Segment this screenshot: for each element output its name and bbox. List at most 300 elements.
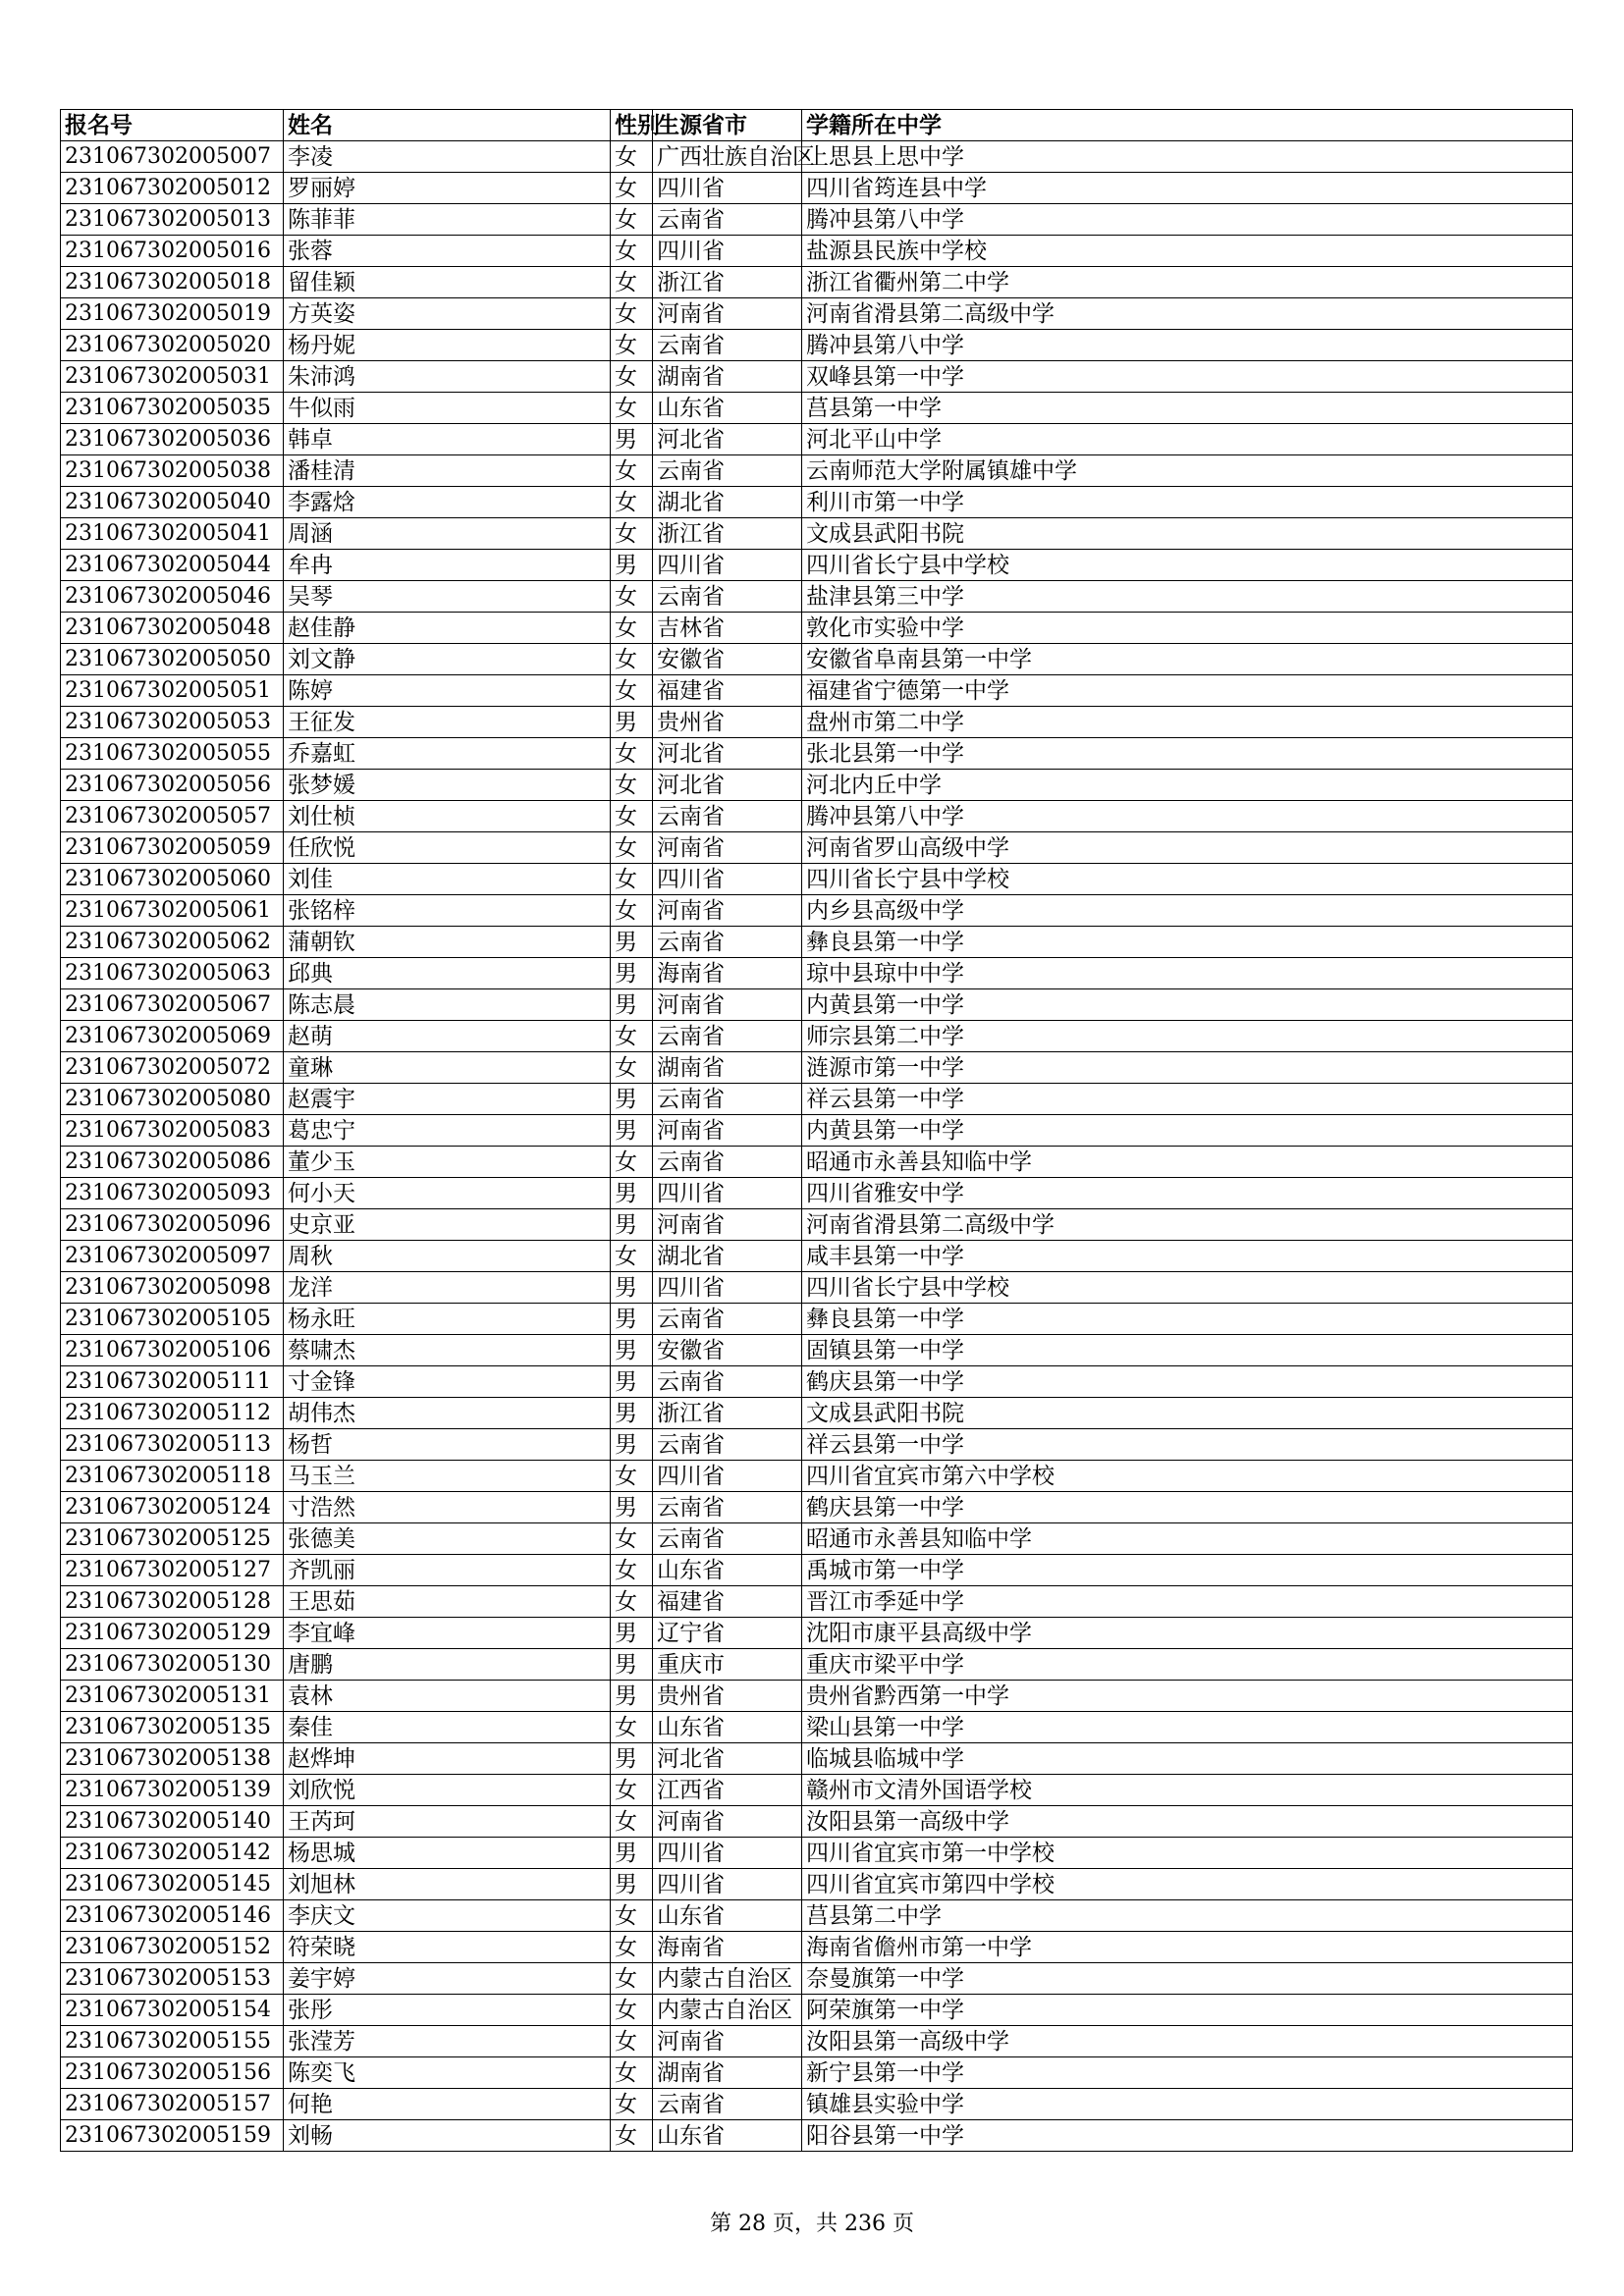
header-registration-number: 报名号 <box>61 110 284 141</box>
name-cell: 杨丹妮 <box>284 330 611 361</box>
province-cell: 云南省 <box>653 1429 802 1461</box>
registration-number-cell: 231067302005135 <box>61 1712 284 1743</box>
province-cell: 山东省 <box>653 1555 802 1586</box>
school-cell: 内黄县第一中学 <box>802 989 1573 1021</box>
table-row <box>61 1021 1573 1052</box>
table-row <box>61 613 1573 644</box>
province-cell: 四川省 <box>653 236 802 267</box>
registration-number-cell: 231067302005072 <box>61 1052 284 1084</box>
gender-cell: 女 <box>611 141 653 173</box>
registration-number-cell: 231067302005093 <box>61 1178 284 1209</box>
name-cell: 袁林 <box>284 1681 611 1712</box>
name-cell: 刘仕桢 <box>284 801 611 832</box>
province-cell: 广西壮族自治区 <box>653 141 802 173</box>
province-cell: 云南省 <box>653 1021 802 1052</box>
school-cell: 汝阳县第一高级中学 <box>802 1806 1573 1838</box>
table-row <box>61 2057 1573 2089</box>
table-row <box>61 1429 1573 1461</box>
registration-number-cell: 231067302005156 <box>61 2057 284 2089</box>
province-cell: 云南省 <box>653 455 802 487</box>
gender-cell: 男 <box>611 550 653 581</box>
province-cell: 湖北省 <box>653 1241 802 1272</box>
table-row <box>61 267 1573 298</box>
gender-cell: 男 <box>611 1649 653 1681</box>
province-cell: 河南省 <box>653 298 802 330</box>
registration-number-cell: 231067302005105 <box>61 1304 284 1335</box>
name-cell: 史京亚 <box>284 1209 611 1241</box>
gender-cell: 女 <box>611 393 653 424</box>
admission-list-table <box>60 109 1573 2152</box>
gender-cell: 男 <box>611 1681 653 1712</box>
registration-number-cell: 231067302005124 <box>61 1492 284 1523</box>
gender-cell: 男 <box>611 1743 653 1775</box>
gender-cell: 女 <box>611 2089 653 2120</box>
gender-cell: 女 <box>611 770 653 801</box>
school-cell: 盘州市第二中学 <box>802 707 1573 738</box>
registration-number-cell: 231067302005048 <box>61 613 284 644</box>
table-row <box>61 1618 1573 1649</box>
province-cell: 山东省 <box>653 1900 802 1932</box>
school-cell: 河北平山中学 <box>802 424 1573 455</box>
province-cell: 安徽省 <box>653 644 802 675</box>
table-row <box>61 864 1573 895</box>
province-cell: 四川省 <box>653 1869 802 1900</box>
name-cell: 张滢芳 <box>284 2026 611 2057</box>
school-cell: 贵州省黔西第一中学 <box>802 1681 1573 1712</box>
province-cell: 山东省 <box>653 1712 802 1743</box>
gender-cell: 女 <box>611 613 653 644</box>
table-row <box>61 1461 1573 1492</box>
gender-cell: 女 <box>611 895 653 927</box>
gender-cell: 女 <box>611 1461 653 1492</box>
province-cell: 云南省 <box>653 1084 802 1115</box>
gender-cell: 男 <box>611 1492 653 1523</box>
school-cell: 咸丰县第一中学 <box>802 1241 1573 1272</box>
name-cell: 刘畅 <box>284 2120 611 2152</box>
gender-cell: 女 <box>611 1241 653 1272</box>
province-cell: 四川省 <box>653 864 802 895</box>
province-cell: 四川省 <box>653 1838 802 1869</box>
table-row <box>61 1366 1573 1398</box>
table-row <box>61 1869 1573 1900</box>
header-name: 姓名 <box>284 110 611 141</box>
registration-number-cell: 231067302005038 <box>61 455 284 487</box>
province-cell: 云南省 <box>653 330 802 361</box>
registration-number-cell: 231067302005128 <box>61 1586 284 1618</box>
province-cell: 四川省 <box>653 1178 802 1209</box>
school-cell: 梁山县第一中学 <box>802 1712 1573 1743</box>
name-cell: 陈志晨 <box>284 989 611 1021</box>
name-cell: 刘旭林 <box>284 1869 611 1900</box>
gender-cell: 女 <box>611 1052 653 1084</box>
name-cell: 张铭梓 <box>284 895 611 927</box>
gender-cell: 男 <box>611 1618 653 1649</box>
gender-cell: 女 <box>611 1806 653 1838</box>
gender-cell: 女 <box>611 267 653 298</box>
name-cell: 李凌 <box>284 141 611 173</box>
gender-cell: 女 <box>611 801 653 832</box>
name-cell: 乔嘉虹 <box>284 738 611 770</box>
gender-cell: 女 <box>611 455 653 487</box>
province-cell: 内蒙古自治区 <box>653 1995 802 2026</box>
table-row <box>61 550 1573 581</box>
school-cell: 彝良县第一中学 <box>802 927 1573 958</box>
province-cell: 河南省 <box>653 1209 802 1241</box>
school-cell: 上思县上思中学 <box>802 141 1573 173</box>
table-row <box>61 487 1573 518</box>
province-cell: 河北省 <box>653 770 802 801</box>
school-cell: 福建省宁德第一中学 <box>802 675 1573 707</box>
name-cell: 吴琴 <box>284 581 611 613</box>
registration-number-cell: 231067302005013 <box>61 204 284 236</box>
table-row <box>61 518 1573 550</box>
gender-cell: 女 <box>611 298 653 330</box>
name-cell: 周秋 <box>284 1241 611 1272</box>
name-cell: 杨哲 <box>284 1429 611 1461</box>
table-row <box>61 1555 1573 1586</box>
province-cell: 云南省 <box>653 2089 802 2120</box>
province-cell: 山东省 <box>653 393 802 424</box>
registration-number-cell: 231067302005113 <box>61 1429 284 1461</box>
name-cell: 赵烨坤 <box>284 1743 611 1775</box>
table-row <box>61 707 1573 738</box>
name-cell: 蔡啸杰 <box>284 1335 611 1366</box>
gender-cell: 男 <box>611 1178 653 1209</box>
table-row <box>61 832 1573 864</box>
gender-cell: 女 <box>611 2120 653 2152</box>
school-cell: 阳谷县第一中学 <box>802 2120 1573 2152</box>
gender-cell: 女 <box>611 361 653 393</box>
name-cell: 龙洋 <box>284 1272 611 1304</box>
registration-number-cell: 231067302005129 <box>61 1618 284 1649</box>
school-cell: 昭通市永善县知临中学 <box>802 1147 1573 1178</box>
province-cell: 河南省 <box>653 832 802 864</box>
name-cell: 陈菲菲 <box>284 204 611 236</box>
table-row <box>61 581 1573 613</box>
school-cell: 临城县临城中学 <box>802 1743 1573 1775</box>
registration-number-cell: 231067302005098 <box>61 1272 284 1304</box>
province-cell: 海南省 <box>653 1932 802 1963</box>
gender-cell: 女 <box>611 1995 653 2026</box>
registration-number-cell: 231067302005112 <box>61 1398 284 1429</box>
gender-cell: 女 <box>611 864 653 895</box>
registration-number-cell: 231067302005046 <box>61 581 284 613</box>
school-cell: 涟源市第一中学 <box>802 1052 1573 1084</box>
table-body <box>61 141 1573 2152</box>
name-cell: 刘佳 <box>284 864 611 895</box>
table-row <box>61 361 1573 393</box>
table-row <box>61 1272 1573 1304</box>
registration-number-cell: 231067302005055 <box>61 738 284 770</box>
province-cell: 云南省 <box>653 801 802 832</box>
province-cell: 四川省 <box>653 550 802 581</box>
registration-number-cell: 231067302005083 <box>61 1115 284 1147</box>
gender-cell: 男 <box>611 1398 653 1429</box>
table-row <box>61 330 1573 361</box>
province-cell: 贵州省 <box>653 707 802 738</box>
name-cell: 赵震宇 <box>284 1084 611 1115</box>
province-cell: 四川省 <box>653 173 802 204</box>
school-cell: 琼中县琼中中学 <box>802 958 1573 989</box>
registration-number-cell: 231067302005031 <box>61 361 284 393</box>
name-cell: 葛忠宁 <box>284 1115 611 1147</box>
table-row <box>61 801 1573 832</box>
gender-cell: 女 <box>611 738 653 770</box>
registration-number-cell: 231067302005152 <box>61 1932 284 1963</box>
school-cell: 腾冲县第八中学 <box>802 330 1573 361</box>
table-row <box>61 1586 1573 1618</box>
name-cell: 齐凯丽 <box>284 1555 611 1586</box>
table-row <box>61 1963 1573 1995</box>
school-cell: 河南省滑县第二高级中学 <box>802 298 1573 330</box>
registration-number-cell: 231067302005127 <box>61 1555 284 1586</box>
province-cell: 云南省 <box>653 1366 802 1398</box>
school-cell: 文成县武阳书院 <box>802 1398 1573 1429</box>
gender-cell: 女 <box>611 832 653 864</box>
name-cell: 张彤 <box>284 1995 611 2026</box>
name-cell: 陈婷 <box>284 675 611 707</box>
school-cell: 河南省滑县第二高级中学 <box>802 1209 1573 1241</box>
province-cell: 云南省 <box>653 581 802 613</box>
name-cell: 姜宇婷 <box>284 1963 611 1995</box>
gender-cell: 女 <box>611 518 653 550</box>
province-cell: 吉林省 <box>653 613 802 644</box>
name-cell: 董少玉 <box>284 1147 611 1178</box>
province-cell: 贵州省 <box>653 1681 802 1712</box>
school-cell: 内乡县高级中学 <box>802 895 1573 927</box>
name-cell: 寸浩然 <box>284 1492 611 1523</box>
name-cell: 胡伟杰 <box>284 1398 611 1429</box>
name-cell: 杨思城 <box>284 1838 611 1869</box>
registration-number-cell: 231067302005097 <box>61 1241 284 1272</box>
province-cell: 云南省 <box>653 1147 802 1178</box>
province-cell: 云南省 <box>653 927 802 958</box>
gender-cell: 男 <box>611 958 653 989</box>
table-row <box>61 1209 1573 1241</box>
gender-cell: 男 <box>611 927 653 958</box>
registration-number-cell: 231067302005067 <box>61 989 284 1021</box>
province-cell: 河北省 <box>653 424 802 455</box>
registration-number-cell: 231067302005035 <box>61 393 284 424</box>
gender-cell: 女 <box>611 581 653 613</box>
gender-cell: 男 <box>611 1304 653 1335</box>
table-row <box>61 770 1573 801</box>
province-cell: 湖南省 <box>653 361 802 393</box>
gender-cell: 女 <box>611 173 653 204</box>
table-row <box>61 1084 1573 1115</box>
gender-cell: 女 <box>611 675 653 707</box>
table-row <box>61 2026 1573 2057</box>
name-cell: 方英姿 <box>284 298 611 330</box>
gender-cell: 女 <box>611 330 653 361</box>
province-cell: 内蒙古自治区 <box>653 1963 802 1995</box>
registration-number-cell: 231067302005056 <box>61 770 284 801</box>
table-row <box>61 958 1573 989</box>
table-row <box>61 644 1573 675</box>
province-cell: 辽宁省 <box>653 1618 802 1649</box>
name-cell: 李露焓 <box>284 487 611 518</box>
gender-cell: 女 <box>611 1963 653 1995</box>
registration-number-cell: 231067302005159 <box>61 2120 284 2152</box>
registration-number-cell: 231067302005138 <box>61 1743 284 1775</box>
registration-number-cell: 231067302005044 <box>61 550 284 581</box>
gender-cell: 男 <box>611 1838 653 1869</box>
gender-cell: 女 <box>611 2057 653 2089</box>
name-cell: 赵萌 <box>284 1021 611 1052</box>
province-cell: 河南省 <box>653 1806 802 1838</box>
name-cell: 何小天 <box>284 1178 611 1209</box>
registration-number-cell: 231067302005061 <box>61 895 284 927</box>
registration-number-cell: 231067302005060 <box>61 864 284 895</box>
name-cell: 李宜峰 <box>284 1618 611 1649</box>
school-cell: 四川省长宁县中学校 <box>802 864 1573 895</box>
gender-cell: 女 <box>611 1555 653 1586</box>
name-cell: 张蓉 <box>284 236 611 267</box>
registration-number-cell: 231067302005154 <box>61 1995 284 2026</box>
school-cell: 四川省长宁县中学校 <box>802 550 1573 581</box>
school-cell: 云南师范大学附属镇雄中学 <box>802 455 1573 487</box>
province-cell: 河南省 <box>653 989 802 1021</box>
table-row <box>61 2120 1573 2152</box>
registration-number-cell: 231067302005140 <box>61 1806 284 1838</box>
name-cell: 马玉兰 <box>284 1461 611 1492</box>
name-cell: 韩卓 <box>284 424 611 455</box>
gender-cell: 女 <box>611 1775 653 1806</box>
name-cell: 罗丽婷 <box>284 173 611 204</box>
table-row <box>61 173 1573 204</box>
name-cell: 陈奕飞 <box>284 2057 611 2089</box>
name-cell: 潘桂清 <box>284 455 611 487</box>
gender-cell: 男 <box>611 707 653 738</box>
school-cell: 赣州市文清外国语学校 <box>802 1775 1573 1806</box>
table-row <box>61 1649 1573 1681</box>
school-cell: 内黄县第一中学 <box>802 1115 1573 1147</box>
school-cell: 张北县第一中学 <box>802 738 1573 770</box>
header-province: 生源省市 <box>653 110 802 141</box>
registration-number-cell: 231067302005142 <box>61 1838 284 1869</box>
table-row <box>61 424 1573 455</box>
registration-number-cell: 231067302005069 <box>61 1021 284 1052</box>
school-cell: 祥云县第一中学 <box>802 1429 1573 1461</box>
name-cell: 杨永旺 <box>284 1304 611 1335</box>
school-cell: 四川省宜宾市第一中学校 <box>802 1838 1573 1869</box>
table-row <box>61 1398 1573 1429</box>
name-cell: 张德美 <box>284 1523 611 1555</box>
table-row <box>61 455 1573 487</box>
name-cell: 周涵 <box>284 518 611 550</box>
registration-number-cell: 231067302005146 <box>61 1900 284 1932</box>
school-cell: 新宁县第一中学 <box>802 2057 1573 2089</box>
table-row <box>61 1241 1573 1272</box>
province-cell: 重庆市 <box>653 1649 802 1681</box>
school-cell: 晋江市季延中学 <box>802 1586 1573 1618</box>
province-cell: 云南省 <box>653 1523 802 1555</box>
registration-number-cell: 231067302005106 <box>61 1335 284 1366</box>
school-cell: 奈曼旗第一中学 <box>802 1963 1573 1995</box>
table-row <box>61 1743 1573 1775</box>
name-cell: 李庆文 <box>284 1900 611 1932</box>
province-cell: 海南省 <box>653 958 802 989</box>
gender-cell: 女 <box>611 1147 653 1178</box>
table-row <box>61 895 1573 927</box>
name-cell: 秦佳 <box>284 1712 611 1743</box>
gender-cell: 女 <box>611 1932 653 1963</box>
province-cell: 浙江省 <box>653 518 802 550</box>
table-row <box>61 141 1573 173</box>
registration-number-cell: 231067302005131 <box>61 1681 284 1712</box>
school-cell: 利川市第一中学 <box>802 487 1573 518</box>
table-row <box>61 1712 1573 1743</box>
school-cell: 四川省雅安中学 <box>802 1178 1573 1209</box>
table-row <box>61 1995 1573 2026</box>
registration-number-cell: 231067302005036 <box>61 424 284 455</box>
school-cell: 沈阳市康平县高级中学 <box>802 1618 1573 1649</box>
province-cell: 湖南省 <box>653 2057 802 2089</box>
table-row <box>61 204 1573 236</box>
registration-number-cell: 231067302005086 <box>61 1147 284 1178</box>
province-cell: 四川省 <box>653 1272 802 1304</box>
province-cell: 河北省 <box>653 1743 802 1775</box>
registration-number-cell: 231067302005118 <box>61 1461 284 1492</box>
table-row <box>61 675 1573 707</box>
table-row <box>61 1806 1573 1838</box>
table-row <box>61 1681 1573 1712</box>
name-cell: 王思茹 <box>284 1586 611 1618</box>
province-cell: 浙江省 <box>653 1398 802 1429</box>
name-cell: 张梦媛 <box>284 770 611 801</box>
gender-cell: 女 <box>611 1900 653 1932</box>
school-cell: 安徽省阜南县第一中学 <box>802 644 1573 675</box>
gender-cell: 男 <box>611 1366 653 1398</box>
name-cell: 寸金锋 <box>284 1366 611 1398</box>
school-cell: 盐源县民族中学校 <box>802 236 1573 267</box>
name-cell: 符荣晓 <box>284 1932 611 1963</box>
registration-number-cell: 231067302005040 <box>61 487 284 518</box>
name-cell: 留佳颖 <box>284 267 611 298</box>
name-cell: 王芮珂 <box>284 1806 611 1838</box>
province-cell: 江西省 <box>653 1775 802 1806</box>
province-cell: 河南省 <box>653 2026 802 2057</box>
school-cell: 盐津县第三中学 <box>802 581 1573 613</box>
registration-number-cell: 231067302005050 <box>61 644 284 675</box>
table-row <box>61 1900 1573 1932</box>
registration-number-cell: 231067302005063 <box>61 958 284 989</box>
school-cell: 鹤庆县第一中学 <box>802 1492 1573 1523</box>
gender-cell: 女 <box>611 1021 653 1052</box>
gender-cell: 女 <box>611 644 653 675</box>
school-cell: 鹤庆县第一中学 <box>802 1366 1573 1398</box>
name-cell: 牛似雨 <box>284 393 611 424</box>
province-cell: 安徽省 <box>653 1335 802 1366</box>
province-cell: 浙江省 <box>653 267 802 298</box>
province-cell: 湖北省 <box>653 487 802 518</box>
table-row <box>61 1335 1573 1366</box>
table-row <box>61 298 1573 330</box>
name-cell: 刘文静 <box>284 644 611 675</box>
province-cell: 河南省 <box>653 895 802 927</box>
registration-number-cell: 231067302005125 <box>61 1523 284 1555</box>
name-cell: 朱沛鸿 <box>284 361 611 393</box>
registration-number-cell: 231067302005007 <box>61 141 284 173</box>
registration-number-cell: 231067302005053 <box>61 707 284 738</box>
name-cell: 邱典 <box>284 958 611 989</box>
name-cell: 童琳 <box>284 1052 611 1084</box>
header-gender: 性别 <box>611 110 653 141</box>
table-row <box>61 236 1573 267</box>
gender-cell: 女 <box>611 204 653 236</box>
school-cell: 镇雄县实验中学 <box>802 2089 1573 2120</box>
school-cell: 双峰县第一中学 <box>802 361 1573 393</box>
